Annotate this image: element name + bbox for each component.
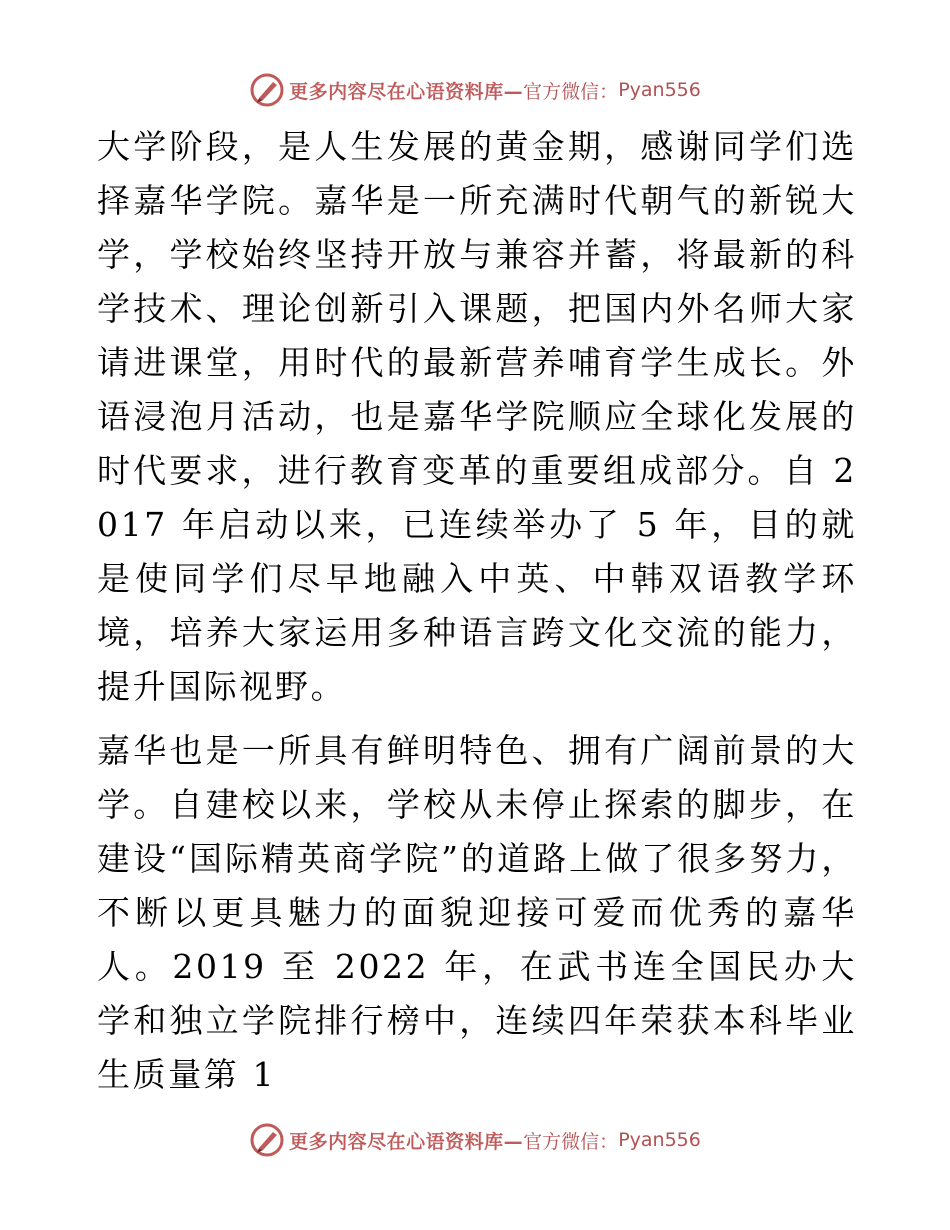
banner-wechat-id: Pyan556 xyxy=(618,79,701,101)
footer-banner xyxy=(0,1120,950,1160)
pen-logo-icon xyxy=(249,72,285,108)
paragraph-1: 大学阶段，是人生发展的黄金期，感谢同学们选择嘉华学院。嘉华是一所充满时代朝气的新锐大学，学校始终坚持开放与兼容并蓄，将最新的科学技术、理论创新引入课题，把国内外名师大家请进课堂，用时代的最新营养哺育学生成长。外语浸泡月活动，也是嘉华学院顺应全球化发展的时代要求，进行教育变革的重要组成部分。自 2017 年启动以来，已连续举办了 5 年，目的就是使同学们尽早地融入中英、中韩双语教学环境，培养大家运用多种语言跨文化交流的能力，提升国际视野。 xyxy=(97,127,857,706)
banner-text: 更多内容尽在心语资料库— xyxy=(289,1130,524,1153)
banner-text: 更多内容尽在心语资料库— xyxy=(289,80,524,103)
header-banner xyxy=(0,70,950,110)
pen-logo-icon xyxy=(249,1122,285,1158)
banner-wechat-id: Pyan556 xyxy=(618,1129,701,1151)
banner-wechat-label: 官方微信： xyxy=(523,1130,619,1153)
paragraph-2: 嘉华也是一所具有鲜明特色、拥有广阔前景的大学。自建校以来，学校从未停止探索的脚步，在建设“国际精英商学院”的道路上做了很多努力，不断以更具魅力的面貌迎接可爱而优秀的嘉华人。2019 至 2022 年，在武书连全国民办大学和独立学院排行榜中，连续四年荣获本科毕业生质量第 1 xyxy=(97,731,857,1094)
document-body xyxy=(97,120,857,1102)
banner-wechat-label: 官方微信： xyxy=(523,80,619,103)
